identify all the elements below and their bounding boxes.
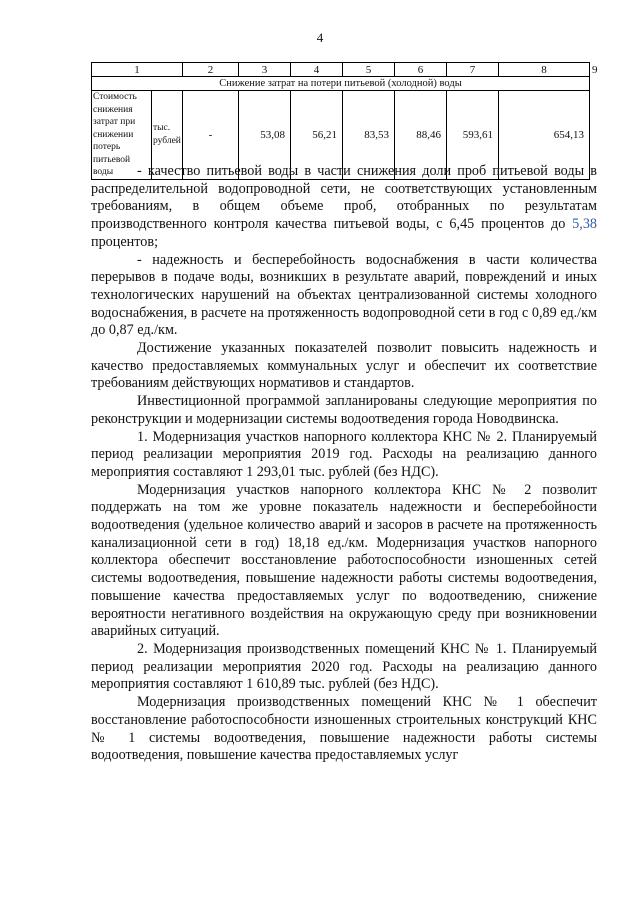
row-value: 88,46 [395, 91, 447, 180]
header-cell: 7 [447, 63, 499, 77]
paragraph: - надежность и бесперебойность водоснабжения в части количества перерывов в подаче воды, возникших в результате аварий, повреждений и иных технологических нарушений на объектах централизованной системы холодного водоснабжения, в расчете на протяженность водопроводной сети в год с 0,89 ед./км до 0,87 ед./км. [91, 251, 597, 339]
header-cell: 2 [183, 63, 239, 77]
row-value: 53,08 [239, 91, 291, 180]
row-value: 56,21 [291, 91, 343, 180]
header-cell: 1 [92, 63, 183, 77]
body-text [91, 163, 597, 765]
paragraph: Модернизация производственных помещений КНС № 1 обеспечит восстановление работоспособности изношенных строительных конструкций КНС № 1 системы водоотведения, повышение надежности работы системы водоотведения, повышение качества предоставляемых услуг [91, 694, 597, 764]
highlighted-value: 5,38 [572, 216, 597, 233]
row-value: 83,53 [343, 91, 395, 180]
table-header-row: 1 2 3 4 5 6 7 8 9 [92, 63, 590, 77]
paragraph: Достижение указанных показателей позволит повысить надежность и качество предоставляемых коммунальных услуг и обеспечит их соответствие требованиям действующих нормативов и стандартов. [91, 340, 597, 392]
header-cell: 4 [291, 63, 343, 77]
paragraph: Инвестиционной программой запланированы следующие мероприятия по реконструкции и модернизации системы водоотведения города Новодвинска. [91, 393, 597, 427]
header-cell: 6 [395, 63, 447, 77]
paragraph-text: процентов; [91, 233, 159, 250]
page-number: 4 [316, 30, 324, 45]
paragraph: Модернизация участков напорного коллектора КНС № 2 позволит поддержать на том же уровне показатель надежности и бесперебойности водоотведения (удельное количество аварий и засоров в расчете на протяженность канализационной сети в год) 18,18 ед./км. Модернизация участков напорного коллектора обеспечит восстановление работоспособности изношенных сетей системы водоотведения, повышение надежности работы системы водоотведения, повышение качества предоставляемых услуг по водоотведению, снижение вероятности негативного воздействия на окружающую среду при возникновении аварийных ситуаций. [91, 481, 597, 640]
row-name: Стоимость снижения затрат при снижении потерь питьевой воды [92, 91, 152, 180]
header-cell: 3 [239, 63, 291, 77]
row-unit: тыс. рублей [152, 91, 183, 180]
paragraph: 2. Модернизация производственных помещений КНС № 1. Планируемый период реализации мероприятия 2020 год. Расходы на реализацию данного мероприятия составляют 1 610,89 тыс. рублей (без НДС). [91, 640, 597, 693]
paragraph: 1. Модернизация участков напорного коллектора КНС № 2. Планируемый период реализации мероприятия 2019 год. Расходы на реализацию данного мероприятия составляют 1 293,01 тыс. рублей (без НДС). [91, 428, 597, 480]
section-title: Снижение затрат на потери питьевой (холодной) воды [92, 77, 590, 91]
paragraph-text: - качество питьевой воды в части снижения доли проб питьевой воды в распределительной водопроводной сети, не соответствующих установленным требованиям, в общем объеме проб, отобранных по результатам производственного контроля качества питьевой воды, с 6,45 процентов до [91, 163, 597, 233]
loss-cost-table [91, 62, 598, 180]
row-value: - [183, 91, 239, 180]
row-value: 593,61 [447, 91, 499, 180]
row-value: 654,13 [499, 91, 590, 180]
header-cell: 5 [343, 63, 395, 77]
paragraph [91, 163, 597, 252]
header-cell: 8 [499, 63, 590, 77]
table-section-row [92, 77, 590, 91]
